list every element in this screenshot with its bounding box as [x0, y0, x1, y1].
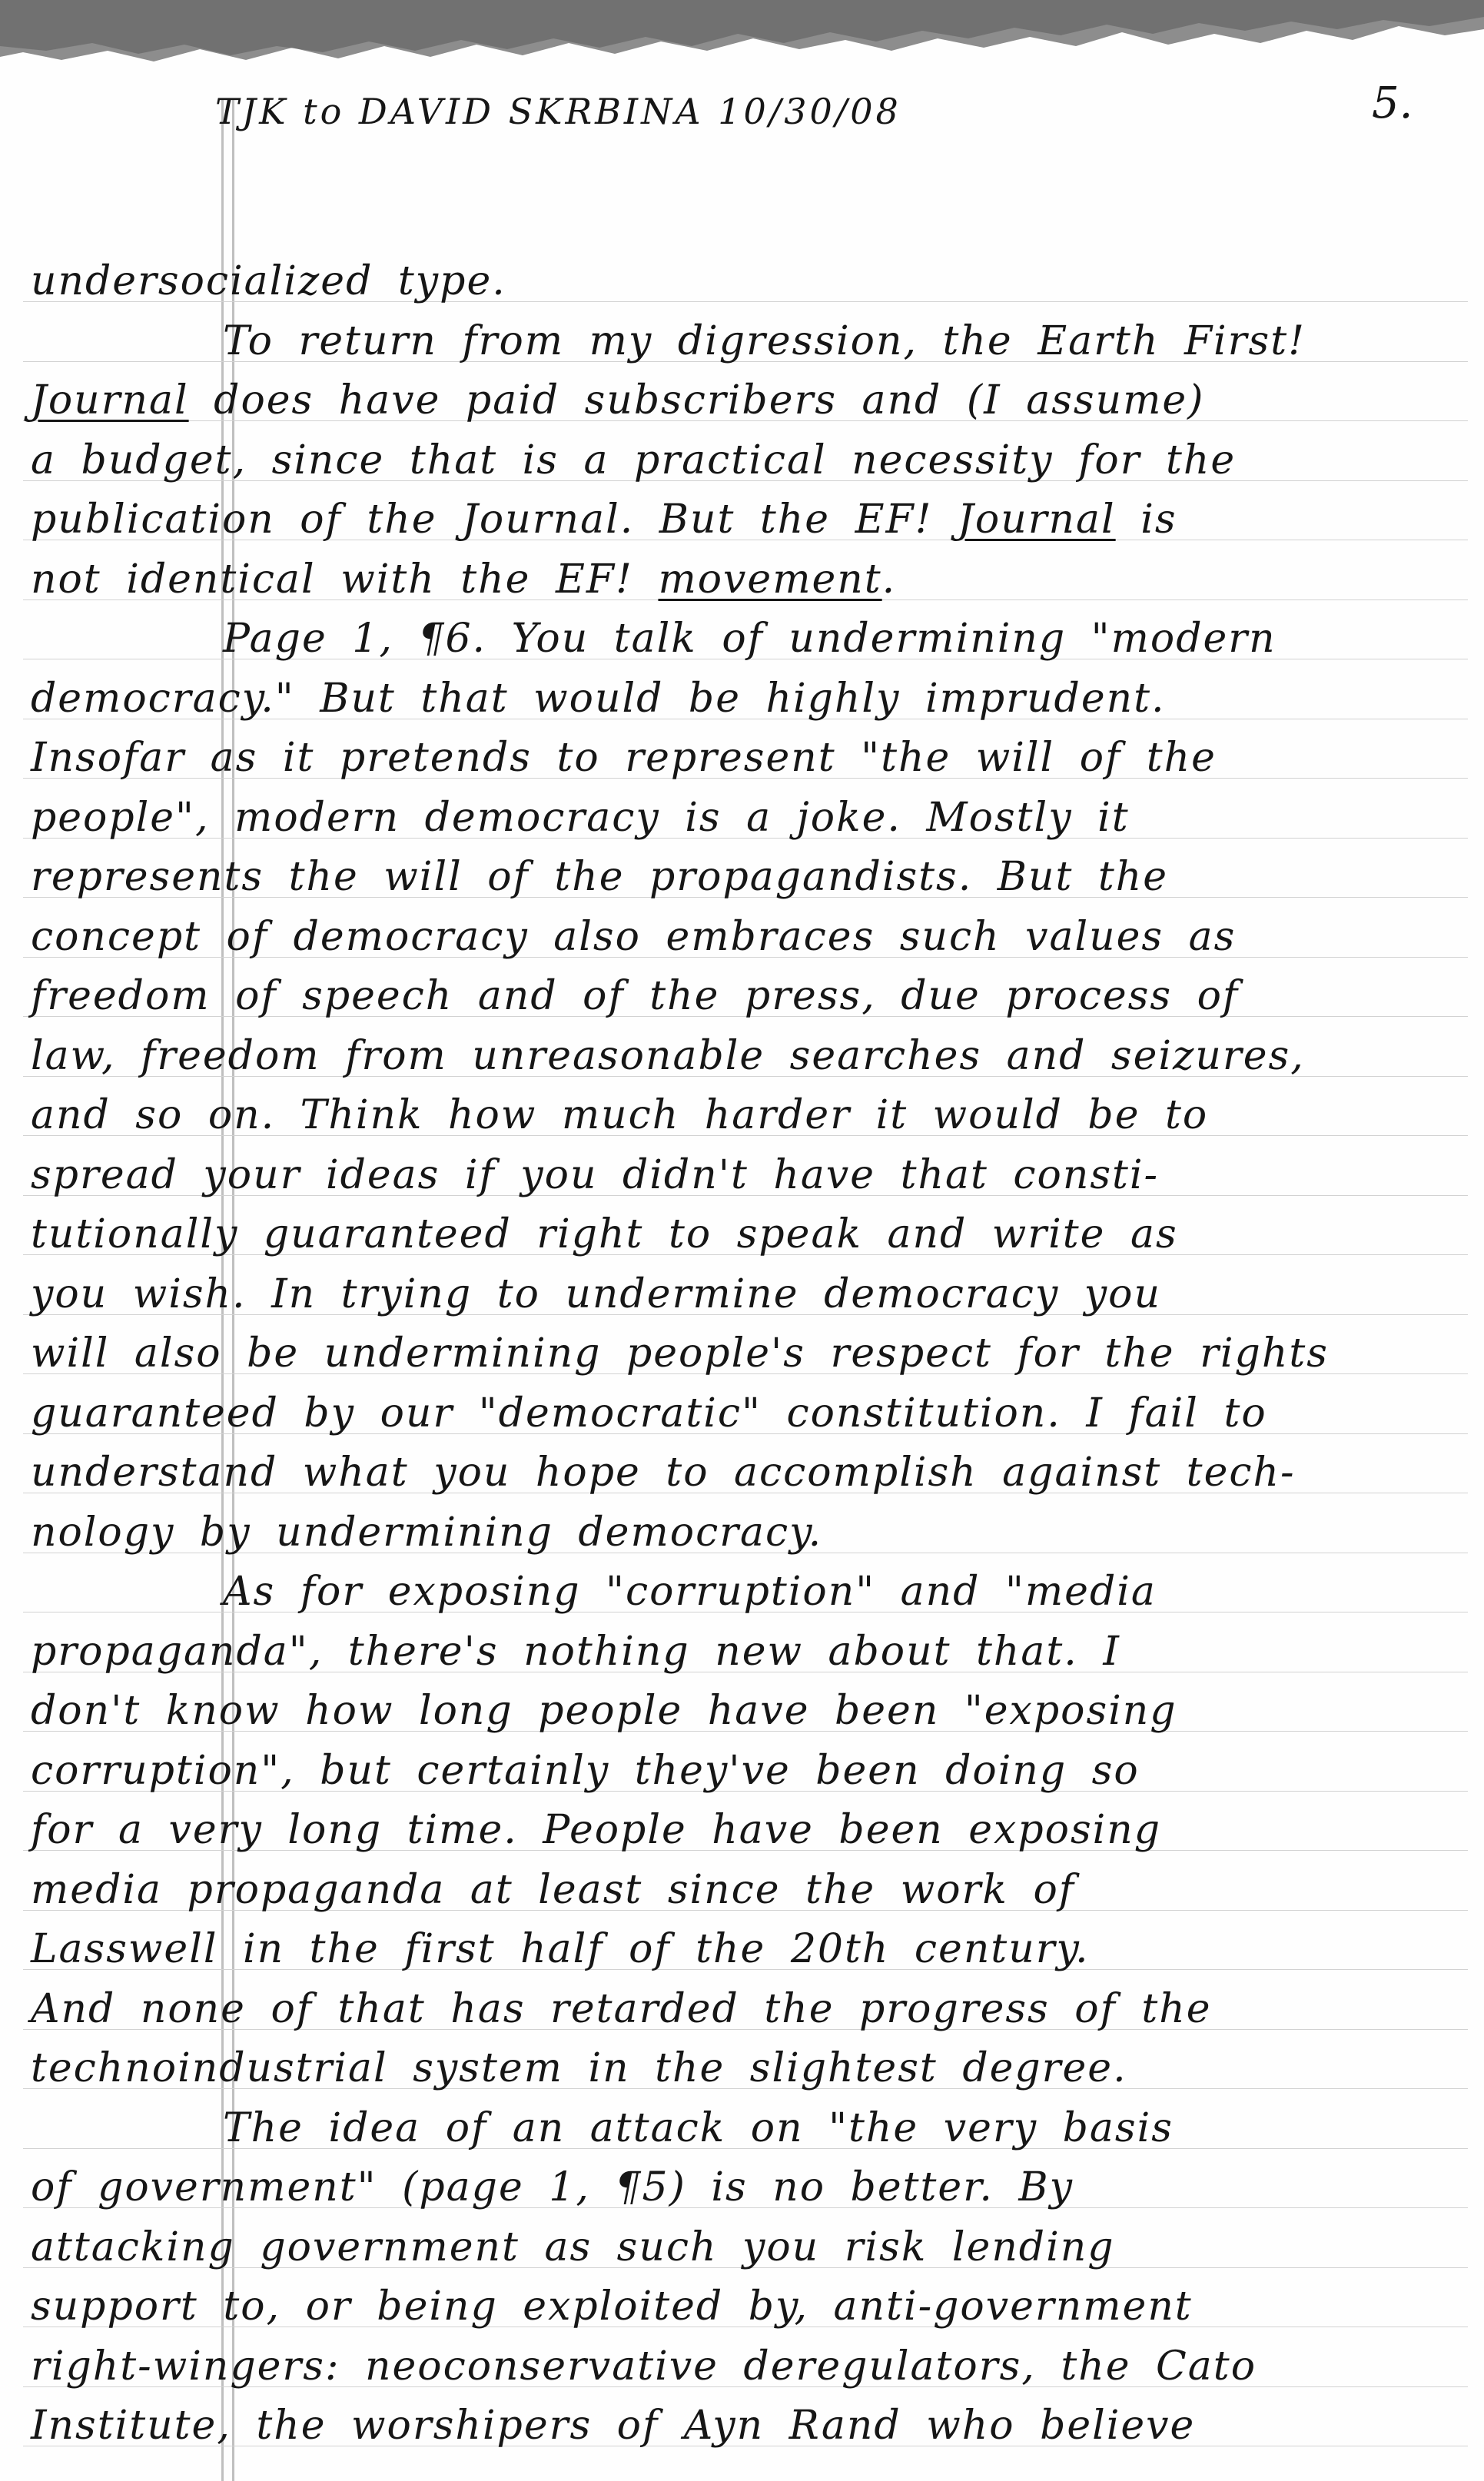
- text-line: [31, 794, 1460, 841]
- text-line: [31, 1032, 1460, 1079]
- line-text: freedom of speech and of the press, due process of: [31, 973, 1240, 1019]
- text-line: [31, 1330, 1460, 1377]
- text-line: [31, 1866, 1460, 1913]
- text-line: [31, 1985, 1460, 2032]
- line-text: propaganda", there's nothing new about that. I: [31, 1628, 1120, 1675]
- line-text: support to, or being exploited by, anti-government: [31, 2283, 1193, 2330]
- text-line: [31, 1628, 1460, 1675]
- line-text: tutionally guaranteed right to speak and write as: [31, 1211, 1178, 1257]
- line-text: As for exposing "corruption" and "media: [223, 1569, 1157, 1615]
- text-line: [31, 1807, 1460, 1853]
- line-text: not identical with the EF!: [31, 556, 659, 603]
- line-text: corruption", but certainly they've been doing so: [31, 1747, 1140, 1794]
- text-line: [31, 1688, 1460, 1734]
- text-line: [31, 1926, 1460, 1972]
- line-text: And none of that has retarded the progress of the: [31, 1985, 1212, 2032]
- text-line: [31, 1390, 1460, 1436]
- text-line: [31, 675, 1460, 722]
- text-line: [31, 913, 1460, 960]
- text-line: [31, 2343, 1460, 2390]
- text-line: [31, 1270, 1460, 1317]
- line-text: Lasswell in the first half of the 20th century.: [31, 1926, 1090, 1972]
- line-text: Insofar as it pretends to represent "the will of the: [31, 735, 1217, 781]
- line-text: will also be undermining people's respect for the rights: [31, 1330, 1329, 1377]
- text-line: [31, 497, 1460, 543]
- line-text: Page 1, ¶6. You talk of undermining "modern: [223, 616, 1277, 662]
- line-text: you wish. In trying to undermine democracy you: [31, 1270, 1161, 1317]
- line-text: democracy." But that would be highly imprudent.: [31, 675, 1166, 722]
- line-text: .: [881, 556, 897, 603]
- line-text: spread your ideas if you didn't have that consti-: [31, 1151, 1160, 1198]
- line-text: right-wingers: neoconservative deregulators, the Cato: [31, 2343, 1257, 2390]
- text-line: [31, 437, 1460, 483]
- line-text: technoindustrial system in the slightest degree.: [31, 2045, 1127, 2091]
- text-line: [31, 2403, 1460, 2449]
- underlined-text: Journal: [958, 497, 1116, 543]
- letter-header: TJK to DAVID SKRBINA 10/30/08: [215, 91, 901, 132]
- line-text: people", modern democracy is a joke. Mostly it: [31, 794, 1130, 841]
- underlined-text: movement: [658, 556, 882, 603]
- line-text: Institute, the worshipers of Ayn Rand who believe: [31, 2403, 1196, 2449]
- text-line: [223, 317, 1484, 364]
- line-text: guaranteed by our "democratic" constitution. I fail to: [31, 1390, 1267, 1436]
- line-text: does have paid subscribers and (I assume): [188, 377, 1205, 423]
- text-line: [31, 1151, 1460, 1198]
- text-line: [31, 854, 1460, 900]
- line-text: To return from my digression, the Earth First!: [223, 317, 1306, 364]
- text-line: [31, 2045, 1460, 2091]
- line-text: a budget, since that is a practical necessity for the: [31, 437, 1237, 483]
- text-line: [223, 2104, 1484, 2151]
- line-text: don't know how long people have been "exposing: [31, 1688, 1177, 1734]
- text-line: [31, 2224, 1460, 2270]
- line-text: attacking government as such you risk lending: [31, 2224, 1115, 2270]
- text-line: [31, 1509, 1460, 1556]
- line-text: undersocialized type.: [31, 258, 506, 304]
- line-text: media propaganda at least since the work of: [31, 1866, 1076, 1913]
- line-text: for a very long time. People have been exposing: [31, 1807, 1162, 1853]
- text-line: [223, 1569, 1484, 1615]
- text-line: [31, 258, 1460, 304]
- text-line: [31, 556, 1460, 603]
- line-text: is: [1115, 497, 1177, 543]
- text-line: [223, 616, 1484, 662]
- text-line: [31, 1211, 1460, 1257]
- line-text: The idea of an attack on "the very basis: [223, 2104, 1174, 2151]
- line-text: and so on. Think how much harder it would be to: [31, 1092, 1209, 1138]
- text-line: [31, 2283, 1460, 2330]
- text-line: [31, 1747, 1460, 1794]
- line-text: represents the will of the propagandists. But the: [31, 854, 1169, 900]
- text-line: [31, 735, 1460, 781]
- text-line: [31, 1092, 1460, 1138]
- text-line: [31, 377, 1460, 423]
- torn-paper-edge: [0, 0, 1484, 65]
- line-text: concept of democracy also embraces such values as: [31, 913, 1237, 960]
- page-number: 5.: [1372, 78, 1413, 128]
- line-text: of government" (page 1, ¶5) is no better. By: [31, 2164, 1074, 2210]
- line-text: nology by undermining democracy.: [31, 1509, 823, 1556]
- line-text: publication of the Journal. But the EF!: [31, 497, 958, 543]
- underlined-text: Journal: [31, 377, 189, 423]
- text-line: [31, 2164, 1460, 2210]
- line-text: law, freedom from unreasonable searches and seizures,: [31, 1032, 1305, 1079]
- text-line: [31, 1450, 1460, 1496]
- line-text: understand what you hope to accomplish against tech-: [31, 1450, 1296, 1496]
- text-line: [31, 973, 1460, 1019]
